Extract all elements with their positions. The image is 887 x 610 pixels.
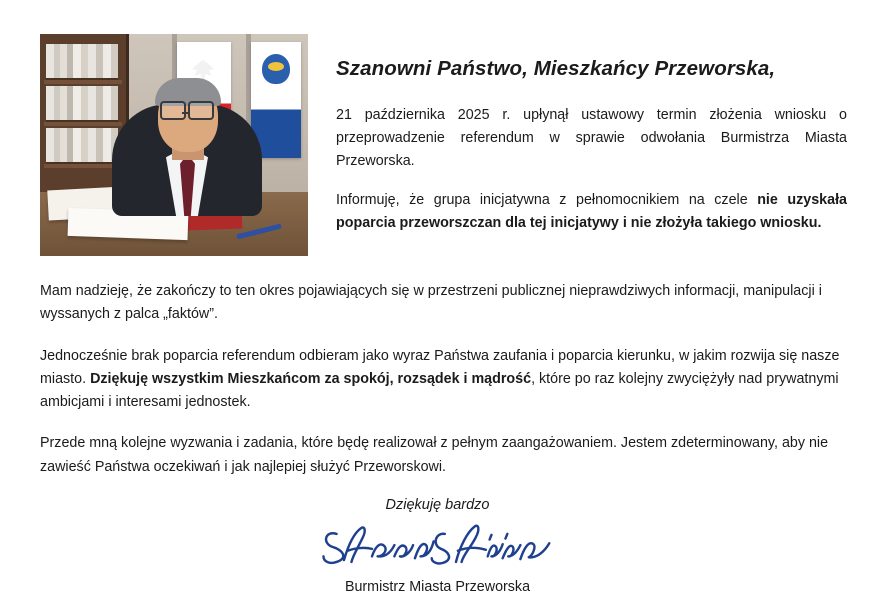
page-title: Szanowni Państwo, Mieszkańcy Przeworska, xyxy=(336,57,776,80)
body-paragraph-4 xyxy=(40,345,847,415)
body-paragraph-3: Mam nadzieję, że zakończy to ten okres pojawiających się w przestrzeni publicznej nieprawdziwych informacji, manipulacji i wyssanych z palca „faktów”. xyxy=(40,283,822,323)
letter-top-block xyxy=(40,34,847,256)
signature-icon xyxy=(316,519,559,575)
intro-paragraph-2-text: Informuję, że grupa inicjatywna z pełnomocnikiem na czele xyxy=(336,192,758,209)
photo-person-glasses xyxy=(188,101,214,120)
photo-shelf xyxy=(44,80,122,84)
photo-shelf xyxy=(44,122,122,126)
office-portrait-photo xyxy=(40,34,308,256)
letter-body-block xyxy=(40,280,847,479)
body-paragraph-4-emphasis: Dziękuję wszystkim Mieszkańcom za spokój, rozsądek i mądrość xyxy=(90,370,532,387)
photo-books xyxy=(46,86,118,122)
letter-heading-block xyxy=(336,34,847,235)
intro-paragraph-2 xyxy=(336,189,847,235)
photo-shelf xyxy=(44,164,122,168)
photo-person-glasses xyxy=(160,101,186,120)
intro-paragraph-1-text: 21 października 2025 r. upłynął ustawowy termin złożenia wniosku o przeprowadzenie referendum w sprawie odwołania Burmistrza Miasta Przeworska. xyxy=(336,106,847,169)
photo-books xyxy=(46,44,118,80)
signature-role: Burmistrz Miasta Przeworska xyxy=(344,579,531,596)
letter-closing-block xyxy=(40,497,847,595)
body-paragraph-4-text-b: , które po raz kolejny zwyciężyły nad prywatnymi ambicjami i interesami jednostek. xyxy=(40,370,839,411)
body-paragraph-5: Przede mną kolejne wyzwania i zadania, które będę realizował z pełnym zaangażowaniem. Jestem zdeterminowany, aby nie zawieść Państwa oczekiwań i jak najlepiej służyć Przeworskowi. xyxy=(40,435,829,475)
intro-paragraph-1 xyxy=(336,104,847,173)
city-crest-icon xyxy=(262,54,290,84)
closing-thanks: Dziękuję bardzo xyxy=(385,497,490,514)
photo-books xyxy=(46,128,118,164)
body-paragraph-4-text-a: Jednocześnie brak poparcia referendum odbieram jako wyraz Państwa zaufania i poparcia kierunku, w jakim rozwija się nasze miasto. xyxy=(40,347,840,387)
intro-paragraph-2-emphasis: nie uzyskała poparcia przeworszczan dla tej inicjatywy i nie złożyła takiego wniosku. xyxy=(336,192,847,232)
photo-person-glasses-bridge xyxy=(182,112,190,114)
